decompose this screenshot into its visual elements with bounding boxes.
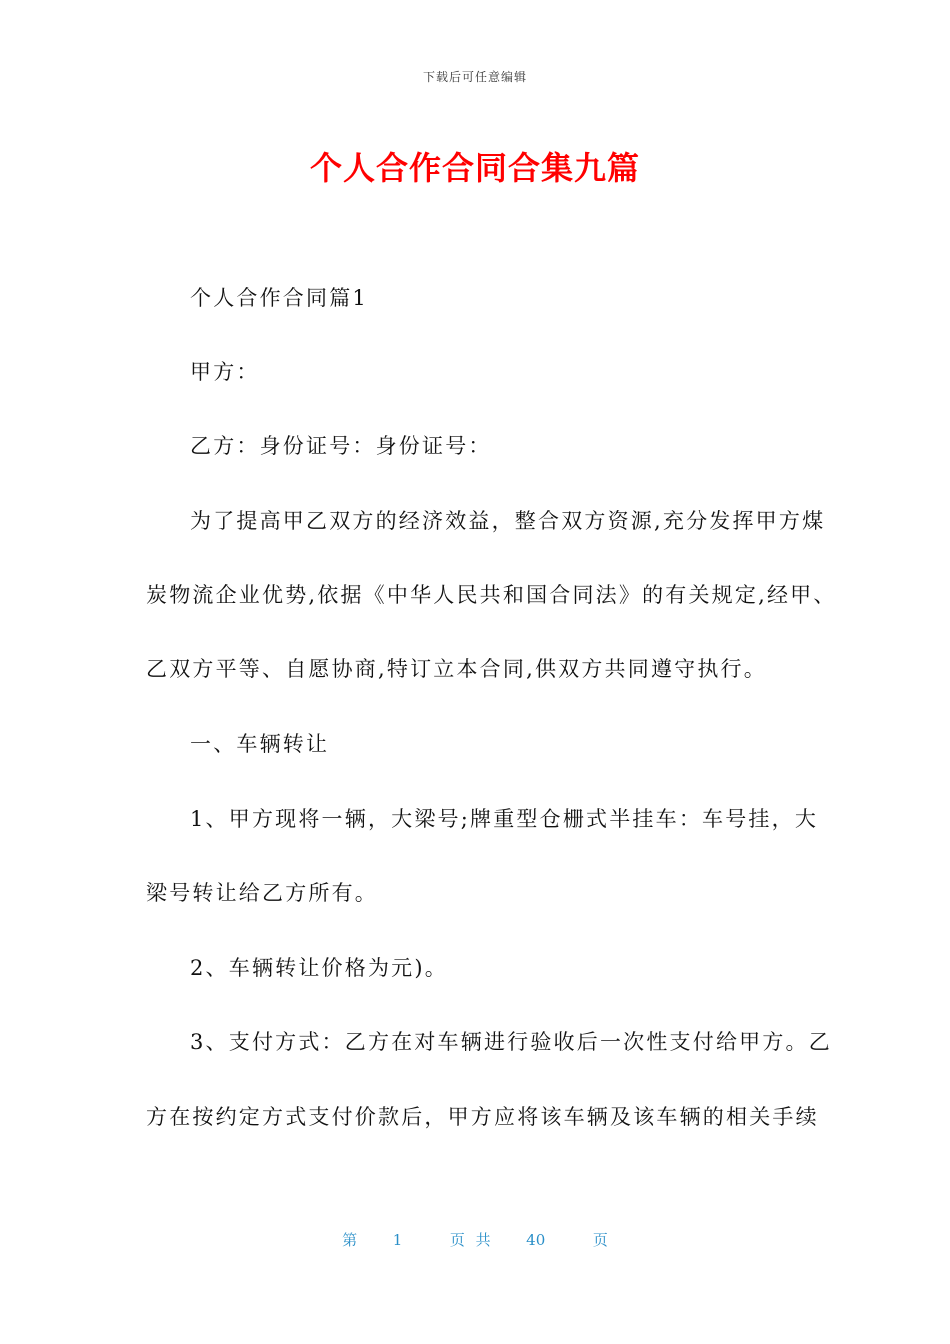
footer-prefix: 第 [342, 1231, 358, 1249]
paragraph-line: 方在按约定方式支付价款后，甲方应将该车辆及该车辆的相关手续 [146, 1105, 819, 1129]
footer-total-pages: 40 [526, 1231, 546, 1249]
paragraph-line: 梁号转让给乙方所有。 [146, 881, 378, 905]
clause-heading: 一、车辆转让 [190, 732, 330, 756]
header-note: 下载后可任意编辑 [422, 70, 527, 84]
footer-page-number: 1 [392, 1231, 403, 1249]
footer-middle: 页 共 [449, 1231, 491, 1249]
footer-suffix: 页 [592, 1231, 608, 1249]
party-a-line: 甲方： [190, 360, 260, 384]
paragraph-line: 乙双方平等、自愿协商,特订立本合同,供双方共同遵守执行。 [146, 657, 767, 681]
paragraph-line: 2、车辆转让价格为元)。 [190, 956, 448, 980]
page-footer [0, 1229, 950, 1250]
document-title: 个人合作合同合集九篇 [309, 149, 640, 187]
paragraph-line: 1、甲方现将一辆，大梁号;牌重型仓栅式半挂车：车号挂，大 [190, 807, 819, 831]
party-b-line: 乙方：身份证号：身份证号： [190, 434, 492, 458]
paragraph-line: 3、支付方式：乙方在对车辆进行验收后一次性支付给甲方。乙 [190, 1030, 832, 1054]
paragraph-line: 炭物流企业优势,依据《中华人民共和国合同法》的有关规定,经甲、 [146, 583, 837, 607]
section-heading: 个人合作合同篇1 [190, 286, 368, 310]
paragraph-line: 为了提高甲乙双方的经济效益，整合双方资源,充分发挥甲方煤 [190, 509, 826, 533]
